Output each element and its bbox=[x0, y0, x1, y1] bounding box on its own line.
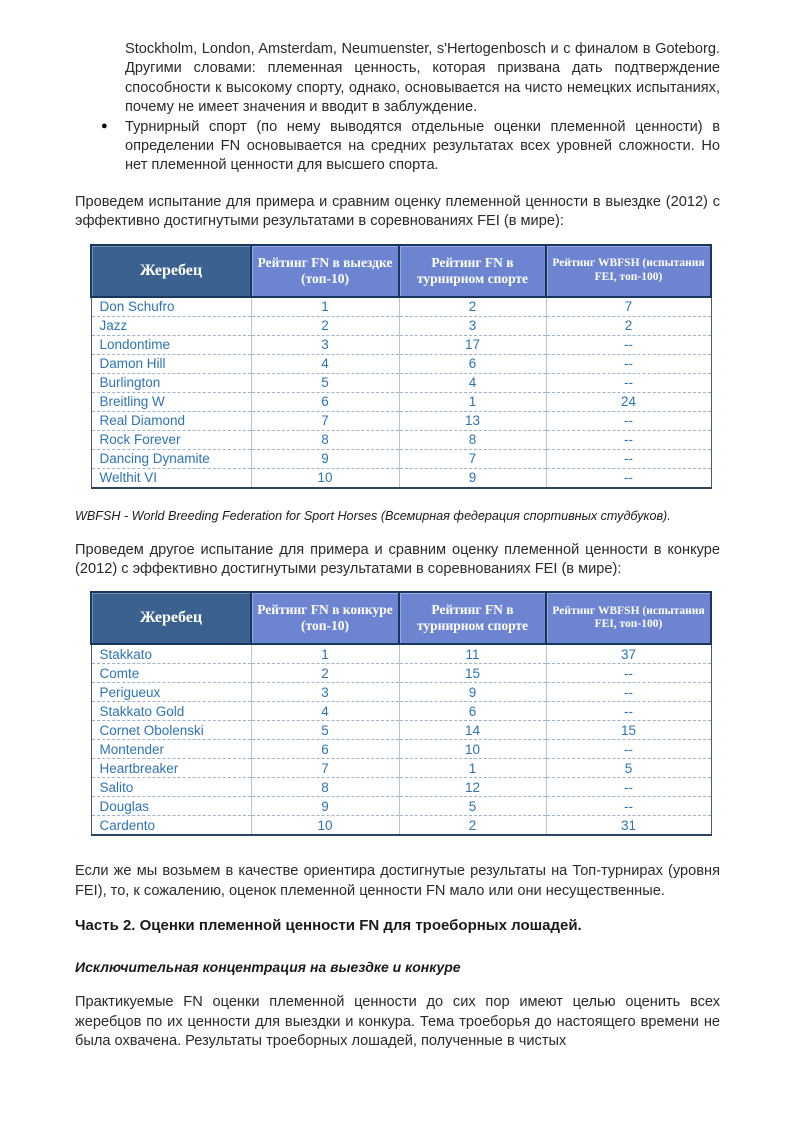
table-row bbox=[91, 683, 711, 702]
stallion-name-cell: Montender bbox=[91, 740, 251, 759]
table-row bbox=[91, 816, 711, 836]
stallion-name-cell: Damon Hill bbox=[91, 354, 251, 373]
rating-value-cell: 2 bbox=[399, 297, 546, 317]
stallion-name-cell: Dancing Dynamite bbox=[91, 449, 251, 468]
rating-value-cell: 6 bbox=[399, 354, 546, 373]
rating-value-cell: 9 bbox=[251, 797, 399, 816]
dressage-rating-table bbox=[90, 244, 712, 489]
rating-value-cell: -- bbox=[546, 664, 711, 683]
rating-value-cell: 9 bbox=[399, 468, 546, 488]
rating-value-cell: -- bbox=[546, 354, 711, 373]
rating-value-cell: 37 bbox=[546, 644, 711, 664]
rating-value-cell: 3 bbox=[251, 683, 399, 702]
rating-value-cell: 10 bbox=[251, 468, 399, 488]
table-row bbox=[91, 354, 711, 373]
stallion-name-cell: Salito bbox=[91, 778, 251, 797]
table-row bbox=[91, 721, 711, 740]
rating-value-cell: 8 bbox=[251, 778, 399, 797]
rating-value-cell: 9 bbox=[251, 449, 399, 468]
header-wbfsh: Рейтинг WBFSH (испытания FEI, топ-100) bbox=[546, 245, 711, 297]
stallion-name-cell: Real Diamond bbox=[91, 411, 251, 430]
table-row bbox=[91, 316, 711, 335]
rating-value-cell: 6 bbox=[251, 392, 399, 411]
rating-value-cell: 5 bbox=[399, 797, 546, 816]
stallion-name-cell: Don Schufro bbox=[91, 297, 251, 317]
table-row bbox=[91, 740, 711, 759]
table-row bbox=[91, 702, 711, 721]
rating-value-cell: 15 bbox=[546, 721, 711, 740]
table-row bbox=[91, 644, 711, 664]
rating-value-cell: 7 bbox=[251, 411, 399, 430]
rating-value-cell: 2 bbox=[399, 816, 546, 836]
rating-value-cell: 7 bbox=[399, 449, 546, 468]
rating-value-cell: -- bbox=[546, 411, 711, 430]
rating-value-cell: 1 bbox=[251, 297, 399, 317]
table-row bbox=[91, 468, 711, 488]
table-row bbox=[91, 335, 711, 354]
header-fn-tournament: Рейтинг FN в турнирном спорте bbox=[399, 245, 546, 297]
rating-value-cell: 5 bbox=[546, 759, 711, 778]
rating-value-cell: 15 bbox=[399, 664, 546, 683]
rating-value-cell: 1 bbox=[399, 759, 546, 778]
header-stallion: Жеребец bbox=[91, 592, 251, 644]
stallion-name-cell: Stakkato Gold bbox=[91, 702, 251, 721]
header-fn-jumping: Рейтинг FN в конкуре (топ-10) bbox=[251, 592, 399, 644]
header-wbfsh: Рейтинг WBFSH (испытания FEI, топ-100) bbox=[546, 592, 711, 644]
table-row bbox=[91, 430, 711, 449]
dressage-table-body bbox=[91, 297, 711, 488]
stallion-name-cell: Heartbreaker bbox=[91, 759, 251, 778]
stallion-name-cell: Comte bbox=[91, 664, 251, 683]
rating-value-cell: 1 bbox=[399, 392, 546, 411]
stallion-name-cell: Douglas bbox=[91, 797, 251, 816]
paragraph-final: Практикуемые FN оценки племенной ценности до сих пор имеют целью оценить всех жеребцов по их ценности для выездки и конкура. Тема троеборья до настоящего времени не была охвачена. Результаты троеборных лошадей, полученные в чистых bbox=[75, 994, 720, 1050]
rating-value-cell: -- bbox=[546, 468, 711, 488]
rating-value-cell: 3 bbox=[399, 316, 546, 335]
stallion-name-cell: Burlington bbox=[91, 373, 251, 392]
rating-value-cell: 13 bbox=[399, 411, 546, 430]
rating-value-cell: 5 bbox=[251, 373, 399, 392]
bullet-list bbox=[101, 40, 720, 176]
header-stallion: Жеребец bbox=[91, 245, 251, 297]
rating-value-cell: 7 bbox=[546, 297, 711, 317]
rating-value-cell: 14 bbox=[399, 721, 546, 740]
stallion-name-cell: Stakkato bbox=[91, 644, 251, 664]
stallion-name-cell: Cornet Obolenski bbox=[91, 721, 251, 740]
rating-value-cell: 24 bbox=[546, 392, 711, 411]
rating-value-cell: 4 bbox=[251, 702, 399, 721]
rating-value-cell: -- bbox=[546, 373, 711, 392]
header-fn-dressage: Рейтинг FN в выездке (топ-10) bbox=[251, 245, 399, 297]
rating-value-cell: -- bbox=[546, 430, 711, 449]
stallion-name-cell: Rock Forever bbox=[91, 430, 251, 449]
rating-value-cell: 2 bbox=[251, 664, 399, 683]
table-row bbox=[91, 797, 711, 816]
part2-heading: Часть 2. Оценки племенной ценности FN для троеборных лошадей. bbox=[75, 917, 582, 935]
paragraph-conclusion: Если же мы возьмем в качестве ориентира достигнутые результаты на Топ-турнирах (уровня FEI), то, к сожалению, оценок племенной ценности FN мало или они несущественные. bbox=[75, 863, 720, 899]
rating-value-cell: 11 bbox=[399, 644, 546, 664]
list-item-continuation-text: Stockholm, London, Amsterdam, Neumuenster, s'Hertogenbosch и с финалом в Goteborg. Другими словами: племенная ценность, которая призвана дать подтверждение способности к высокому спорту, однако, основывается на чисто немецких испытаниях, почему не имеет значения и вводит в заблуждение. bbox=[125, 41, 720, 116]
table-row bbox=[91, 411, 711, 430]
rating-value-cell: -- bbox=[546, 335, 711, 354]
jumping-table-body bbox=[91, 644, 711, 835]
table-row bbox=[91, 778, 711, 797]
jumping-table-header bbox=[91, 592, 711, 644]
table-row bbox=[91, 373, 711, 392]
rating-value-cell: -- bbox=[546, 797, 711, 816]
dressage-table-header bbox=[91, 245, 711, 297]
rating-value-cell: 12 bbox=[399, 778, 546, 797]
rating-value-cell: 6 bbox=[251, 740, 399, 759]
table-row bbox=[91, 297, 711, 317]
stallion-name-cell: Londontime bbox=[91, 335, 251, 354]
stallion-name-cell: Welthit VI bbox=[91, 468, 251, 488]
table-row bbox=[91, 392, 711, 411]
rating-value-cell: 17 bbox=[399, 335, 546, 354]
rating-value-cell: -- bbox=[546, 702, 711, 721]
rating-value-cell: 2 bbox=[546, 316, 711, 335]
rating-value-cell: 3 bbox=[251, 335, 399, 354]
rating-value-cell: -- bbox=[546, 683, 711, 702]
wbfsh-caption: WBFSH - World Breeding Federation for Sport Horses (Всемирная федерация спортивных студбуков). bbox=[75, 508, 671, 523]
rating-value-cell: -- bbox=[546, 740, 711, 759]
rating-value-cell: 7 bbox=[251, 759, 399, 778]
rating-value-cell: 8 bbox=[399, 430, 546, 449]
table-row bbox=[91, 449, 711, 468]
part2-subheading: Исключительная концентрация на выездке и конкуре bbox=[75, 959, 461, 976]
rating-value-cell: 10 bbox=[251, 816, 399, 836]
paragraph-dressage-intro: Проведем испытание для примера и сравним оценку племенной ценности в выездке (2012) с эффективно достигнутыми результатами в соревнованиях FEI (в мире): bbox=[75, 193, 720, 230]
table-row bbox=[91, 759, 711, 778]
header-fn-tournament: Рейтинг FN в турнирном спорте bbox=[399, 592, 546, 644]
paragraph-jumping-intro: Проведем другое испытание для примера и сравним оценку племенной ценности в конкуре (2012) с эффективно достигнутыми результатами в соревнованиях FEI (в мире): bbox=[75, 541, 720, 578]
rating-value-cell: 4 bbox=[399, 373, 546, 392]
rating-value-cell: 9 bbox=[399, 683, 546, 702]
rating-value-cell: 31 bbox=[546, 816, 711, 836]
bullet-icon: ● bbox=[101, 119, 108, 132]
jumping-rating-table bbox=[90, 591, 712, 836]
rating-value-cell: 8 bbox=[251, 430, 399, 449]
stallion-name-cell: Jazz bbox=[91, 316, 251, 335]
rating-value-cell: -- bbox=[546, 778, 711, 797]
table-row bbox=[91, 664, 711, 683]
list-item bbox=[101, 118, 720, 176]
rating-value-cell: -- bbox=[546, 449, 711, 468]
rating-value-cell: 2 bbox=[251, 316, 399, 335]
rating-value-cell: 6 bbox=[399, 702, 546, 721]
rating-value-cell: 4 bbox=[251, 354, 399, 373]
rating-value-cell: 1 bbox=[251, 644, 399, 664]
rating-value-cell: 10 bbox=[399, 740, 546, 759]
list-item-text: Турнирный спорт (по нему выводятся отдельные оценки племенной ценности) в определении FN основывается на средних результатах всех уровней сложности. Но нет племенной ценности для высшего спорта. bbox=[125, 118, 720, 174]
rating-value-cell: 5 bbox=[251, 721, 399, 740]
stallion-name-cell: Breitling W bbox=[91, 392, 251, 411]
stallion-name-cell: Perigueux bbox=[91, 683, 251, 702]
stallion-name-cell: Cardento bbox=[91, 816, 251, 836]
